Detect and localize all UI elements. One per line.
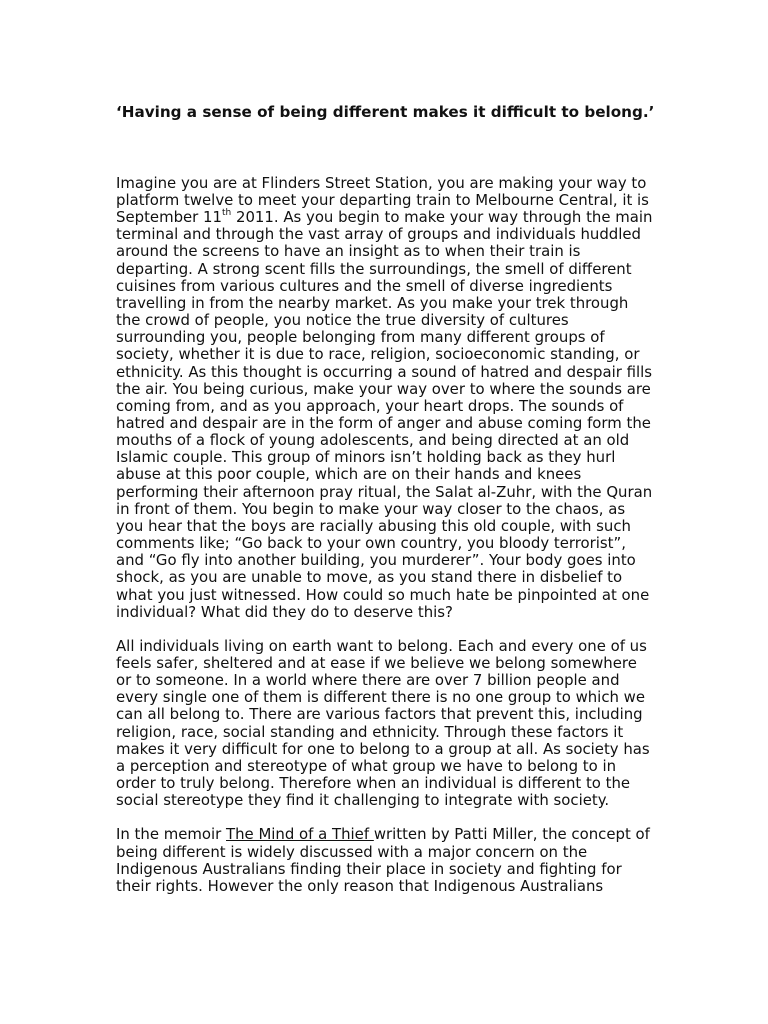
- document-page: [116, 104, 656, 895]
- paragraph-1-text-a: Imagine you are at Flinders Street Station, you are making your way to platform twelve to meet your departing train to Melbourne Central, it is September 11: [116, 173, 649, 227]
- essay-title: ‘Having a sense of being different makes it difficult to belong.’: [116, 103, 655, 121]
- paragraph-1: [116, 175, 656, 621]
- paragraph-3-suffix: written by Patti Miller, the concept of being different is widely discussed with a major concern on the Indigenous Australians finding their place in society and fighting for their rights. However the only reason that Indigenous Australians: [116, 825, 650, 895]
- paragraph-1-text-b: 2011. As you begin to make your way through the main terminal and through the vast array of groups and individuals huddled around the screens to have an insight as to when their train is departing. A strong scent fills the surroundings, the smell of different cuisines from various cultures and the smell of diverse ingredients travelling in from the nearby market. As you make your trek through the crowd of people, you notice the true diversity of cultures surrounding you, people belonging from many different groups of society, whether it is due to race, religion, socioeconomic standing, or ethnicity. As this thought is occurring a sound of hatred and despair fills the air. You being curious, make your way over to where the sounds are coming from, and as you approach, your heart drops. The sounds of hatred and despair are in the form of anger and abuse coming form the mouths of a flock of young adolescents, and being directed at an old Islamic couple. This group of minors isn’t holding back as they hurl abuse at this poor couple, which are on their hands and knees performing their afternoon pray ritual, the Salat al-Zuhr, with the Quran in front of them. You begin to make your way closer to the chaos, as you hear that the boys are racially abusing this old couple, with such comments like; “Go back to your own country, you bloody terrorist”, and “Go fly into another building, you murderer”. Your body goes into shock, as you are unable to move, as you stand there in disbelief to what you just witnessed. How could so much hate be pinpointed at one individual? What did they do to deserve this?: [116, 208, 653, 621]
- title-spacing: [116, 122, 656, 175]
- ordinal-suffix: th: [222, 208, 232, 219]
- paragraph-2: All individuals living on earth want to belong. Each and every one of us feels safer, sheltered and at ease if we believe we belong somewhere or to someone. In a world where there are over 7 billion people and every single one of them is different there is no one group to which we can all belong to. There are various factors that prevent this, including religion, race, social standing and ethnicity. Through these factors it makes it very difficult for one to belong to a group at all. As society has a perception and stereotype of what group we have to belong to in order to truly belong. Therefore when an individual is different to the social stereotype they find it challenging to integrate with society.: [116, 636, 650, 810]
- paragraph-3-prefix: In the memoir: [116, 825, 227, 844]
- book-title: The Mind of a Thief: [226, 825, 374, 844]
- paragraph-3: [116, 826, 656, 895]
